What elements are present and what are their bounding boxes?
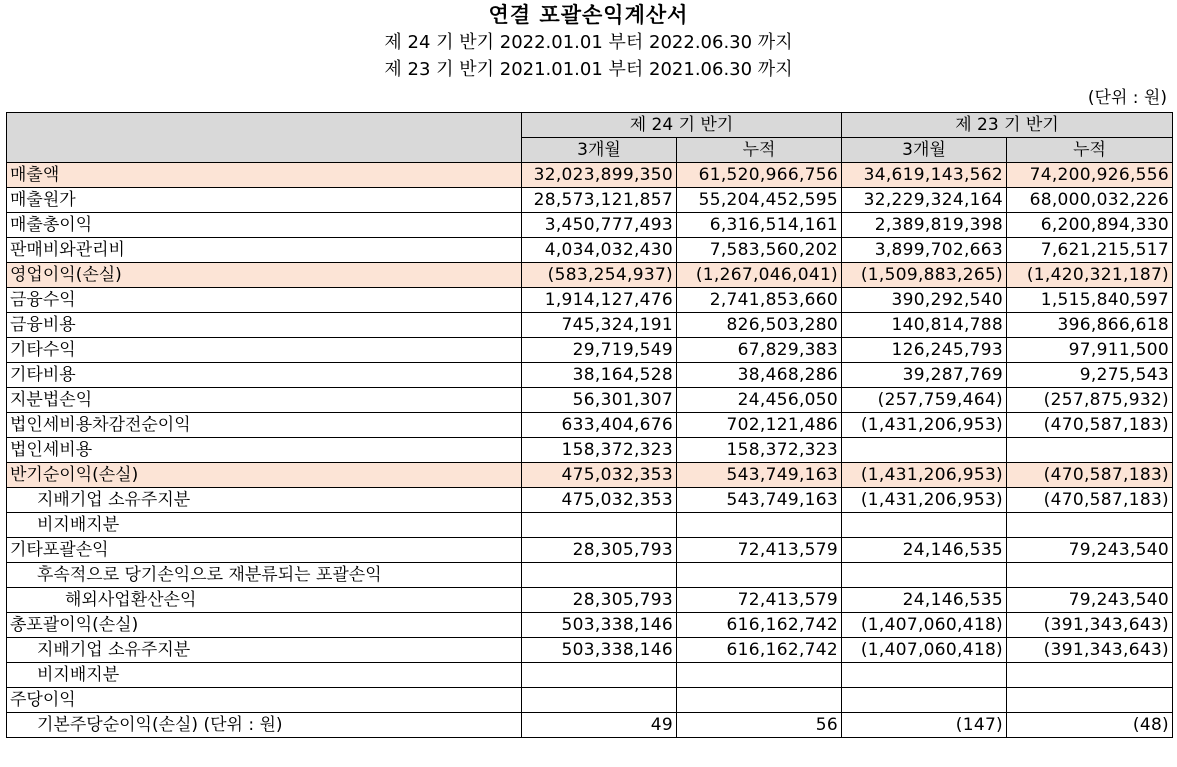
cell-value: 4,034,032,430 <box>522 238 677 263</box>
cell-value: (391,343,643) <box>1007 638 1173 663</box>
cell-value <box>1007 663 1173 688</box>
cell-value: 140,814,788 <box>842 313 1007 338</box>
statement-title: 연결 포괄손익계산서 <box>488 3 689 27</box>
table-row <box>7 163 1173 188</box>
table-row <box>7 688 1173 713</box>
cell-value: 475,032,353 <box>522 463 677 488</box>
cell-value <box>1007 513 1173 538</box>
table-row <box>7 588 1173 613</box>
table-row <box>7 238 1173 263</box>
row-label: 금융비용 <box>7 313 522 338</box>
cell-value <box>677 513 842 538</box>
header-23-cumulative: 누적 <box>1007 138 1173 163</box>
cell-value: 9,275,543 <box>1007 363 1173 388</box>
table-row <box>7 338 1173 363</box>
cell-value: (1,267,046,041) <box>677 263 842 288</box>
income-statement-table <box>6 112 1173 738</box>
cell-value: 475,032,353 <box>522 488 677 513</box>
row-label: 비지배지분 <box>7 663 522 688</box>
cell-value: 6,316,514,161 <box>677 213 842 238</box>
cell-value: 616,162,742 <box>677 613 842 638</box>
table-row <box>7 613 1173 638</box>
header-period-23: 제 23 기 반기 <box>842 113 1173 138</box>
cell-value <box>1007 438 1173 463</box>
table-row <box>7 413 1173 438</box>
cell-value: 24,456,050 <box>677 388 842 413</box>
cell-value <box>1007 688 1173 713</box>
cell-value: (583,254,937) <box>522 263 677 288</box>
cell-value: 390,292,540 <box>842 288 1007 313</box>
cell-value: 2,389,819,398 <box>842 213 1007 238</box>
table-row <box>7 213 1173 238</box>
cell-value: (48) <box>1007 713 1173 738</box>
header-period-24: 제 24 기 반기 <box>522 113 842 138</box>
row-label: 법인세비용차감전순이익 <box>7 413 522 438</box>
cell-value <box>677 663 842 688</box>
row-label: 판매비와관리비 <box>7 238 522 263</box>
cell-value: 55,204,452,595 <box>677 188 842 213</box>
cell-value: (1,407,060,418) <box>842 613 1007 638</box>
cell-value: 2,741,853,660 <box>677 288 842 313</box>
cell-value: 79,243,540 <box>1007 538 1173 563</box>
table-row <box>7 363 1173 388</box>
cell-value: 72,413,579 <box>677 588 842 613</box>
cell-value: 633,404,676 <box>522 413 677 438</box>
row-label: 기타포괄손익 <box>7 538 522 563</box>
cell-value: 1,914,127,476 <box>522 288 677 313</box>
cell-value: (1,431,206,953) <box>842 488 1007 513</box>
header-24-cumulative: 누적 <box>677 138 842 163</box>
header-24-3month: 3개월 <box>522 138 677 163</box>
cell-value: (1,509,883,265) <box>842 263 1007 288</box>
cell-value: 61,520,966,756 <box>677 163 842 188</box>
row-label: 매출총이익 <box>7 213 522 238</box>
cell-value: 38,468,286 <box>677 363 842 388</box>
row-label: 해외사업환산손익 <box>7 588 522 613</box>
cell-value: (1,431,206,953) <box>842 463 1007 488</box>
cell-value: 616,162,742 <box>677 638 842 663</box>
cell-value: 49 <box>522 713 677 738</box>
cell-value: 7,583,560,202 <box>677 238 842 263</box>
table-row <box>7 288 1173 313</box>
cell-value: (470,587,183) <box>1007 463 1173 488</box>
cell-value: 543,749,163 <box>677 488 842 513</box>
cell-value <box>842 688 1007 713</box>
cell-value: (1,407,060,418) <box>842 638 1007 663</box>
cell-value <box>677 688 842 713</box>
cell-value: 158,372,323 <box>522 438 677 463</box>
row-label: 지배기업 소유주지분 <box>7 488 522 513</box>
cell-value: 32,229,324,164 <box>842 188 1007 213</box>
cell-value <box>522 513 677 538</box>
cell-value: 826,503,280 <box>677 313 842 338</box>
cell-value: 7,621,215,517 <box>1007 238 1173 263</box>
table-row <box>7 488 1173 513</box>
cell-value: 56,301,307 <box>522 388 677 413</box>
cell-value: 158,372,323 <box>677 438 842 463</box>
cell-value: (470,587,183) <box>1007 413 1173 438</box>
cell-value: 396,866,618 <box>1007 313 1173 338</box>
cell-value: 6,200,894,330 <box>1007 213 1173 238</box>
cell-value: 97,911,500 <box>1007 338 1173 363</box>
cell-value: (257,875,932) <box>1007 388 1173 413</box>
cell-value: 1,515,840,597 <box>1007 288 1173 313</box>
cell-value: 24,146,535 <box>842 538 1007 563</box>
row-label: 주당이익 <box>7 688 522 713</box>
cell-value: 39,287,769 <box>842 363 1007 388</box>
cell-value: 29,719,549 <box>522 338 677 363</box>
cell-value: (1,431,206,953) <box>842 413 1007 438</box>
table-row <box>7 638 1173 663</box>
cell-value <box>522 688 677 713</box>
table-row <box>7 663 1173 688</box>
table-row <box>7 538 1173 563</box>
table-row <box>7 263 1173 288</box>
cell-value: 67,829,383 <box>677 338 842 363</box>
cell-value <box>842 563 1007 588</box>
cell-value: 79,243,540 <box>1007 588 1173 613</box>
cell-value: (391,343,643) <box>1007 613 1173 638</box>
cell-value <box>522 663 677 688</box>
cell-value <box>1007 563 1173 588</box>
period-current: 제 24 기 반기 2022.01.01 부터 2022.06.30 까지 <box>384 32 793 53</box>
cell-value <box>522 563 677 588</box>
row-label: 후속적으로 당기손익으로 재분류되는 포괄손익 <box>7 563 522 588</box>
row-label: 지배기업 소유주지분 <box>7 638 522 663</box>
row-label: 비지배지분 <box>7 513 522 538</box>
table-row <box>7 513 1173 538</box>
cell-value: (470,587,183) <box>1007 488 1173 513</box>
row-label: 지분법손익 <box>7 388 522 413</box>
row-label: 기타비용 <box>7 363 522 388</box>
cell-value: 126,245,793 <box>842 338 1007 363</box>
cell-value <box>842 513 1007 538</box>
row-label: 영업이익(손실) <box>7 263 522 288</box>
cell-value: 702,121,486 <box>677 413 842 438</box>
cell-value <box>677 563 842 588</box>
cell-value: 34,619,143,562 <box>842 163 1007 188</box>
cell-value <box>842 663 1007 688</box>
table-row <box>7 563 1173 588</box>
row-label: 기본주당순이익(손실) (단위 : 원) <box>7 713 522 738</box>
cell-value: 543,749,163 <box>677 463 842 488</box>
table-row <box>7 713 1173 738</box>
cell-value: 56 <box>677 713 842 738</box>
row-label: 법인세비용 <box>7 438 522 463</box>
cell-value: 3,450,777,493 <box>522 213 677 238</box>
cell-value <box>842 438 1007 463</box>
cell-value: 32,023,899,350 <box>522 163 677 188</box>
header-23-3month: 3개월 <box>842 138 1007 163</box>
cell-value: 28,305,793 <box>522 588 677 613</box>
cell-value: 28,573,121,857 <box>522 188 677 213</box>
cell-value: (147) <box>842 713 1007 738</box>
cell-value: 503,338,146 <box>522 638 677 663</box>
table-row <box>7 313 1173 338</box>
table-row <box>7 438 1173 463</box>
cell-value: (1,420,321,187) <box>1007 263 1173 288</box>
header-row-period <box>7 113 1173 138</box>
row-label: 매출액 <box>7 163 522 188</box>
row-label: 총포괄이익(손실) <box>7 613 522 638</box>
cell-value: 745,324,191 <box>522 313 677 338</box>
table-row <box>7 188 1173 213</box>
cell-value: 24,146,535 <box>842 588 1007 613</box>
unit-label: (단위 : 원) <box>1087 88 1167 108</box>
cell-value: 38,164,528 <box>522 363 677 388</box>
period-prior: 제 23 기 반기 2021.01.01 부터 2021.06.30 까지 <box>384 59 793 80</box>
cell-value: 3,899,702,663 <box>842 238 1007 263</box>
table-row <box>7 463 1173 488</box>
cell-value: 68,000,032,226 <box>1007 188 1173 213</box>
table-row <box>7 388 1173 413</box>
cell-value: 74,200,926,556 <box>1007 163 1173 188</box>
cell-value: 72,413,579 <box>677 538 842 563</box>
row-label: 기타수익 <box>7 338 522 363</box>
cell-value: 28,305,793 <box>522 538 677 563</box>
header-blank-cell <box>7 113 522 163</box>
row-label: 금융수익 <box>7 288 522 313</box>
row-label: 반기순이익(손실) <box>7 463 522 488</box>
cell-value: (257,759,464) <box>842 388 1007 413</box>
cell-value: 503,338,146 <box>522 613 677 638</box>
row-label: 매출원가 <box>7 188 522 213</box>
